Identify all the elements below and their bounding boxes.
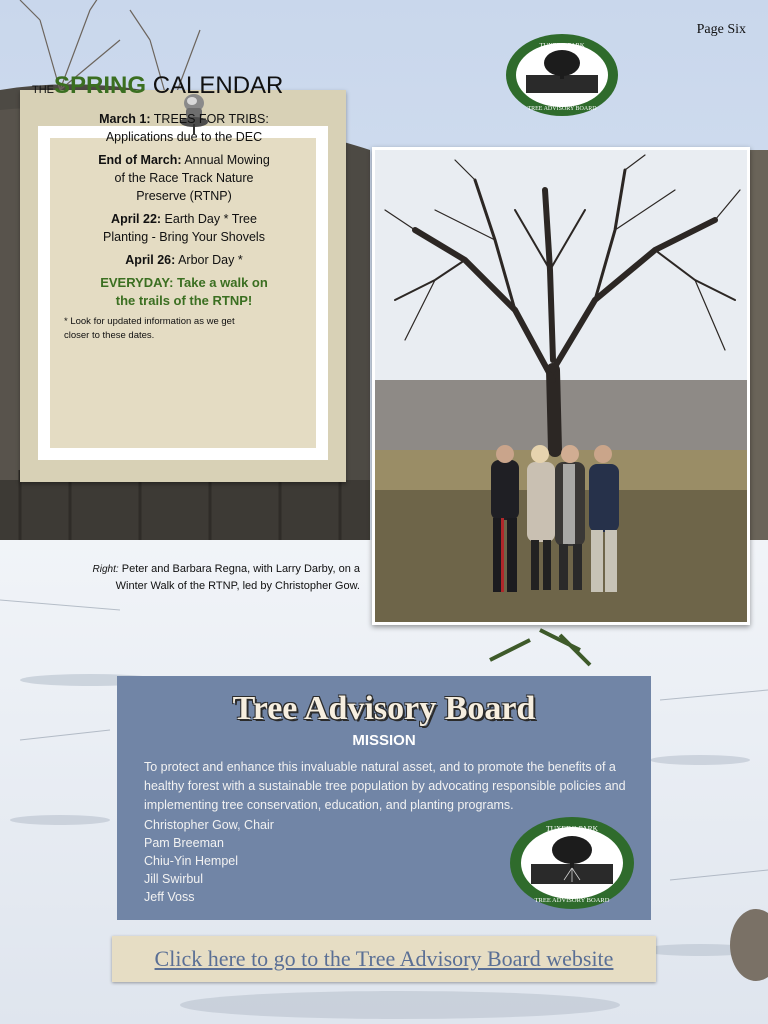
caption-prefix: Right: <box>92 564 119 575</box>
logo-text-bottom: TREE ADVISORY BOARD <box>534 897 610 904</box>
calendar-event: March 1: TREES FOR TRIBS: Applications due to the DEC <box>99 112 269 144</box>
calendar-events <box>52 110 316 348</box>
photo-caption: Right: Peter and Barbara Regna, with Larry Darby, on a Winter Walk of the RTNP, led by Christopher Gow. <box>92 563 360 592</box>
calendar-event: April 26: Arbor Day * <box>125 253 243 267</box>
winter-walk-photo <box>372 147 750 625</box>
mission-statement: To protect and enhance this invaluable natural asset, and to promote the benefits of a healthy forest with a sustainable tree population by advocating responsible policies and implementing tree conservation, education, and planting programs. <box>144 760 626 812</box>
logo-text-top: TUXEDO PARK <box>545 824 599 833</box>
list-item: Jill Swirbul <box>144 872 204 886</box>
list-item: Pam Breeman <box>144 836 224 850</box>
board-members-list <box>144 816 274 906</box>
list-item: Chiu-Yin Hempel <box>144 854 239 868</box>
tree-advisory-board-logo <box>509 816 635 910</box>
mission-title: Tree Advisory Board <box>232 690 536 727</box>
calendar-title-suffix: CALENDAR <box>152 72 284 99</box>
logo-text-bottom: TREE ADVISORY BOARD <box>527 106 597 112</box>
calendar-event: April 22: Earth Day * Tree Planting - Bring Your Shovels <box>103 212 265 244</box>
list-item: Jeff Voss <box>144 890 195 904</box>
calendar-title <box>32 72 332 100</box>
calendar-event: End of March: Annual Mowing of the Race Track Nature Preserve (RTNP) <box>98 153 270 203</box>
list-item: Christopher Gow, Chair <box>144 818 274 832</box>
page-number-label: Page Six <box>696 22 746 37</box>
tree-advisory-board-website-link[interactable] <box>112 936 656 982</box>
mission-panel <box>117 676 651 920</box>
photo-image <box>375 150 747 622</box>
calendar-title-highlight: SPRING <box>54 72 147 99</box>
website-link-label[interactable]: Click here to go to the Tree Advisory Board website <box>154 946 614 971</box>
everyday-callout: EVERYDAY: Take a walk on the trails of the RTNP! <box>100 275 268 308</box>
calendar-note: * Look for updated information as we get closer to these dates. <box>64 316 235 341</box>
tree-advisory-board-logo <box>505 33 619 117</box>
calendar-title-prefix: THE <box>32 84 54 96</box>
logo-text-top: TUXEDO PARK <box>539 42 585 49</box>
mission-subtitle: MISSION <box>352 732 416 749</box>
